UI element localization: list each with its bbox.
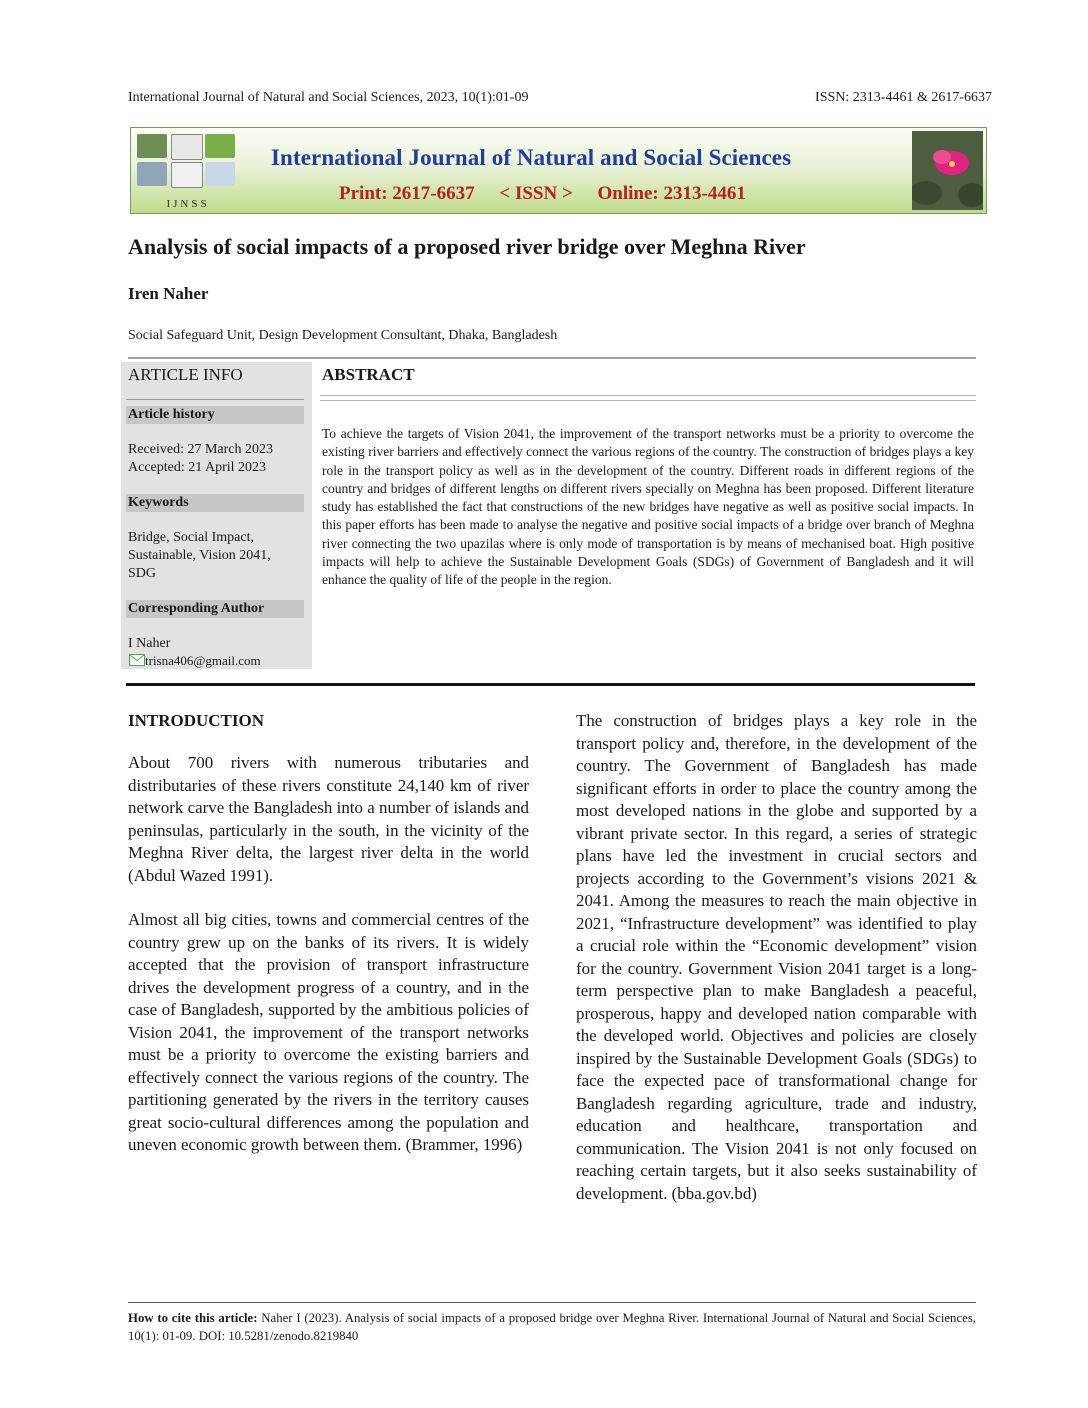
paper-title: Analysis of social impacts of a proposed river bridge over Meghna River (128, 234, 806, 259)
body-column-left (128, 710, 529, 1179)
journal-banner (130, 127, 987, 214)
abstract-heading: ABSTRACT (322, 365, 415, 384)
banner-title: International Journal of Natural and Social Sciences (271, 145, 792, 170)
body-paragraph: The construction of bridges plays a key role in the transport policy and, therefore, in the development of the country. The Government of Bangladesh has made significant efforts in order to place the country among the most developed nations in the globe and supported by a vibrant private sector. In this regard, a series of strategic plans have led the investment in crucial sectors and projects according to the Government’s visions 2021 & 2041. Among the measures to reach the main objective in 2021, “Infrastructure development” was identified to play a crucial role within the “Economic development” vision for the country. Government Vision 2041 target is a long-term perspective plan to make Bangladesh a peaceful, prosperous, happy and developed nation comparable with the developed world. Objectives and policies are closely inspired by the Sustainable Development Goals (SDGs) to face the expected pace of transformational change for Bangladesh regarding agriculture, trade and industry, education and healthcare, transportation and communication. The Vision 2041 is not only focused on reaching certain targets, but it also seeks sustainability of development. (bba.gov.bd) (576, 711, 977, 1203)
divider (126, 399, 304, 400)
banner-issn-line (339, 183, 766, 205)
section-divider (126, 683, 975, 686)
keywords-label: Keywords (126, 494, 304, 512)
article-info-heading: ARTICLE INFO (128, 365, 243, 384)
body-column-right (576, 710, 977, 1227)
citation-text: Naher I (2023). Analysis of social impacts of a proposed bridge over Meghna River. International Journal of Natural and Social Sciences, 10(1): 01-09. DOI: 10.5281/zenodo.8219840 (128, 1311, 976, 1343)
online-issn: Online: 2313-4461 (597, 183, 746, 204)
email-row[interactable] (128, 652, 303, 670)
citation-label: How to cite this article: (128, 1311, 258, 1325)
body-paragraph: About 700 rivers with numerous tributaries and distributaries of these rivers constitute 24,140 km of river network carve the Bangladesh into a number of islands and peninsulas, particularly in the south, in the vicinity of the Meghna River delta, the largest river delta in the world (Abdul Wazed 1991). (128, 753, 529, 885)
top-divider (128, 357, 976, 359)
issn-label: < ISSN > (499, 183, 573, 204)
envelope-icon (129, 654, 145, 666)
article-info-panel (121, 362, 312, 669)
body-paragraph: Almost all big cities, towns and commercial centres of the country grew up on the banks of its rivers. It is widely accepted that the provision of transport infrastructure drives the development progress of a country, and in the case of Bangladesh, supported by the ambitious policies of Vision 2041, the improvement of the transport networks must be a priority to overcome the existing barriers and effectively connect the various regions of the country. The partitioning generated by the rivers in the territory causes great socio-cultural differences among the population and uneven economic growth between them. (Brammer, 1996) (128, 910, 529, 1154)
abstract-text: To achieve the targets of Vision 2041, the improvement of the transport networks must be a priority to overcome the existing river barriers and effectively connect the various regions of the country. The construction of bridges plays a key role in the transport policy as well as in the development of the country. Different roads in different regions of the country and bridges of different lengths on different rivers specially on Meghna has been proposed. Different literature study has established the fact that constructions of the new bridges have negative as well as positive social impacts. In this paper efforts has been made to analyse the negative and positive social impacts of a bridge over branch of Meghna river connecting the two upazilas where is only mode of transportation is by means of mechanised boat. High positive impacts will help to achieve the Sustainable Development Goals (SDGs) of Government of Bangladesh and it will enhance the quality of life of the people in the region. (322, 426, 974, 588)
logo-text: IJNSS (166, 198, 210, 210)
author-name: Iren Naher (128, 284, 209, 303)
print-issn: Print: 2617-6637 (339, 183, 475, 204)
introduction-heading: INTRODUCTION (128, 711, 265, 730)
abstract-divider (320, 395, 976, 396)
journal-logo (135, 132, 241, 211)
keywords-line-2: Sustainable, Vision 2041, (128, 548, 271, 563)
abstract-divider (320, 400, 976, 401)
article-history-label: Article history (126, 406, 304, 424)
email-link[interactable]: trisna406@gmail.com (145, 653, 261, 668)
accepted-date: Accepted: 21 April 2023 (128, 460, 267, 475)
running-header-issn: ISSN: 2313-4461 & 2617-6637 (815, 90, 992, 105)
corresponding-author-label: Corresponding Author (126, 600, 304, 618)
keywords-line-1: Bridge, Social Impact, (128, 530, 254, 545)
received-date: Received: 27 March 2023 (128, 442, 274, 457)
footer-divider (128, 1302, 976, 1303)
author-affiliation: Social Safeguard Unit, Design Development Consultant, Dhaka, Bangladesh (128, 328, 558, 343)
running-header-journal: International Journal of Natural and Social Sciences, 2023, 10(1):01-09 (128, 90, 529, 105)
corresponding-author-name: I Naher (128, 636, 171, 651)
keywords-line-3: SDG (128, 566, 157, 581)
flower-image (912, 131, 983, 210)
citation-note (128, 1310, 976, 1345)
